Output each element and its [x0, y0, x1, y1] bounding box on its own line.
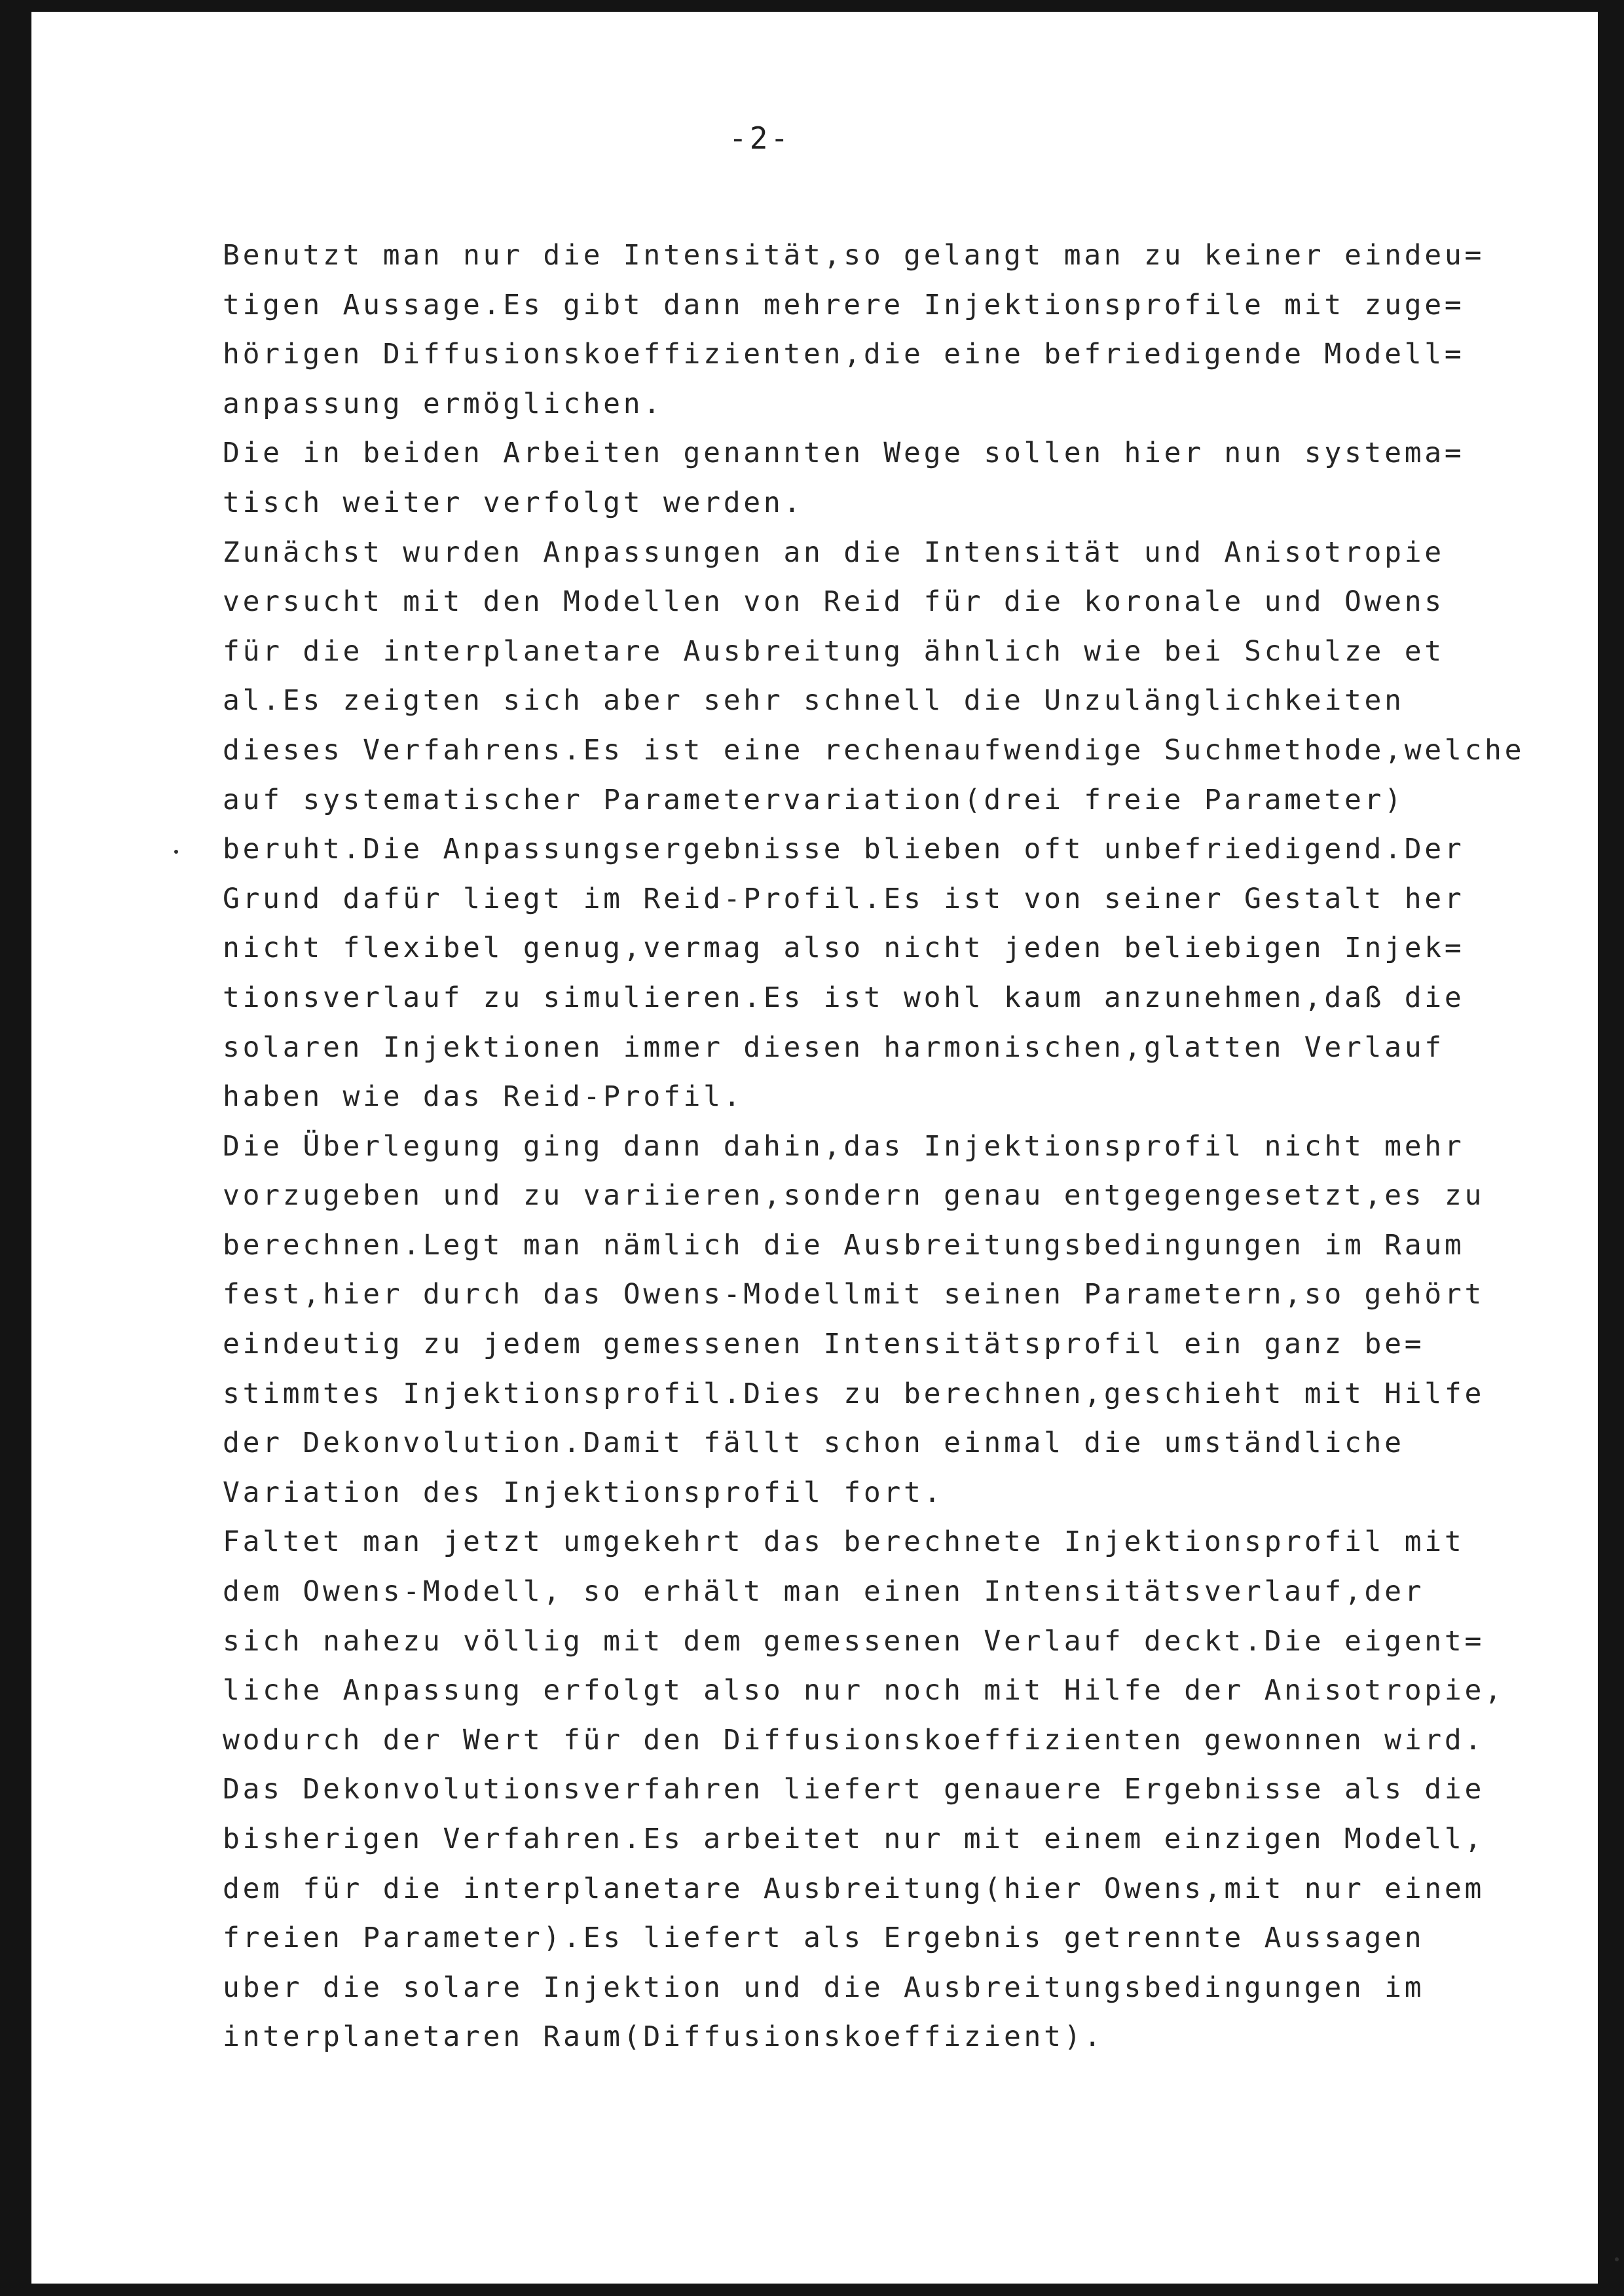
scan-speck [174, 850, 178, 854]
text-line: der Dekonvolution.Damit fällt schon einmal die umständliche [223, 1427, 1405, 1460]
text-line: Benutzt man nur die Intensität,so gelangt man zu keiner eindeu= [223, 239, 1485, 272]
text-line: Zunächst wurden Anpassungen an die Intensität und Anisotropie [223, 536, 1445, 569]
text-line: uber die solare Injektion und die Ausbreitungsbedingungen im [223, 1971, 1425, 2004]
text-line: für die interplanetare Ausbreitung ähnlich wie bei Schulze et [223, 634, 1445, 668]
text-line: nicht flexibel genug,vermag also nicht jeden beliebigen Injek= [223, 932, 1465, 965]
text-line: beruht.Die Anpassungsergebnisse blieben oft unbefriedigend.Der [223, 833, 1465, 866]
text-line: Variation des Injektionsprofil fort. [223, 1476, 944, 1509]
text-line: berechnen.Legt man nämlich die Ausbreitungsbedingungen im Raum [223, 1228, 1465, 1262]
body-text [223, 231, 1532, 2062]
text-line: tisch weiter verfolgt werden. [223, 486, 804, 519]
text-line: eindeutig zu jedem gemessenen Intensitätsprofil ein ganz be= [223, 1328, 1425, 1361]
text-line: bisherigen Verfahren.Es arbeitet nur mit einem einzigen Modell, [223, 1823, 1485, 1855]
text-line: wodurch der Wert für den Diffusionskoeffizienten gewonnen wird. [223, 1723, 1485, 1757]
text-line: Die in beiden Arbeiten genannten Wege sollen hier nun systema= [223, 437, 1465, 470]
text-line: freien Parameter).Es liefert als Ergebnis getrennte Aussagen [223, 1922, 1425, 1955]
text-line: interplanetaren Raum(Diffusionskoeffizient). [223, 2020, 1104, 2054]
text-line: stimmtes Injektionsprofil.Dies zu berechnen,geschieht mit Hilfe [223, 1377, 1485, 1410]
page-number: -2- [729, 120, 792, 156]
text-line: Faltet man jetzt umgekehrt das berechnete Injektionsprofil mit [223, 1525, 1465, 1559]
text-line: versucht mit den Modellen von Reid für die koronale und Owens [223, 585, 1445, 619]
text-line: dem für die interplanetare Ausbreitung(hier Owens,mit nur einem [223, 1872, 1485, 1905]
text-line: al.Es zeigten sich aber sehr schnell die Unzulänglichkeiten [223, 684, 1405, 718]
text-line: hörigen Diffusionskoeffizienten,die eine befriedigende Modell= [223, 338, 1465, 371]
text-line: dem Owens-Modell, so erhält man einen Intensitätsverlauf,der [223, 1575, 1425, 1609]
text-line: sich nahezu völlig mit dem gemessenen Verlauf deckt.Die eigent= [223, 1624, 1485, 1658]
text-line: solaren Injektionen immer diesen harmonischen,glatten Verlauf [223, 1030, 1445, 1064]
scan-speck [1615, 2257, 1619, 2261]
text-line: tigen Aussage.Es gibt dann mehrere Injektionsprofile mit zuge= [223, 288, 1465, 321]
text-line: Grund dafür liegt im Reid-Profil.Es ist von seiner Gestalt her [223, 882, 1465, 915]
text-line: Die Überlegung ging dann dahin,das Injektionsprofil nicht mehr [223, 1129, 1465, 1163]
text-line: Das Dekonvolutionsverfahren liefert genauere Ergebnisse als die [223, 1773, 1485, 1806]
text-line: anpassung ermöglichen. [223, 387, 663, 420]
text-line: fest,hier durch das Owens-Modellmit seinen Parametern,so gehört [223, 1278, 1485, 1311]
text-line: vorzugeben und zu variieren,sondern genau entgegengesetzt,es zu [223, 1179, 1485, 1212]
text-line: dieses Verfahrens.Es ist eine rechenaufwendige Suchmethode,welche [223, 733, 1525, 767]
text-line: liche Anpassung erfolgt also nur noch mit Hilfe der Anisotropie, [223, 1674, 1505, 1707]
text-line: haben wie das Reid-Profil. [223, 1080, 744, 1114]
text-line: auf systematischer Parametervariation(drei freie Parameter) [223, 783, 1405, 816]
document-page [31, 12, 1598, 2284]
text-line: tionsverlauf zu simulieren.Es ist wohl kaum anzunehmen,daß die [223, 981, 1465, 1014]
